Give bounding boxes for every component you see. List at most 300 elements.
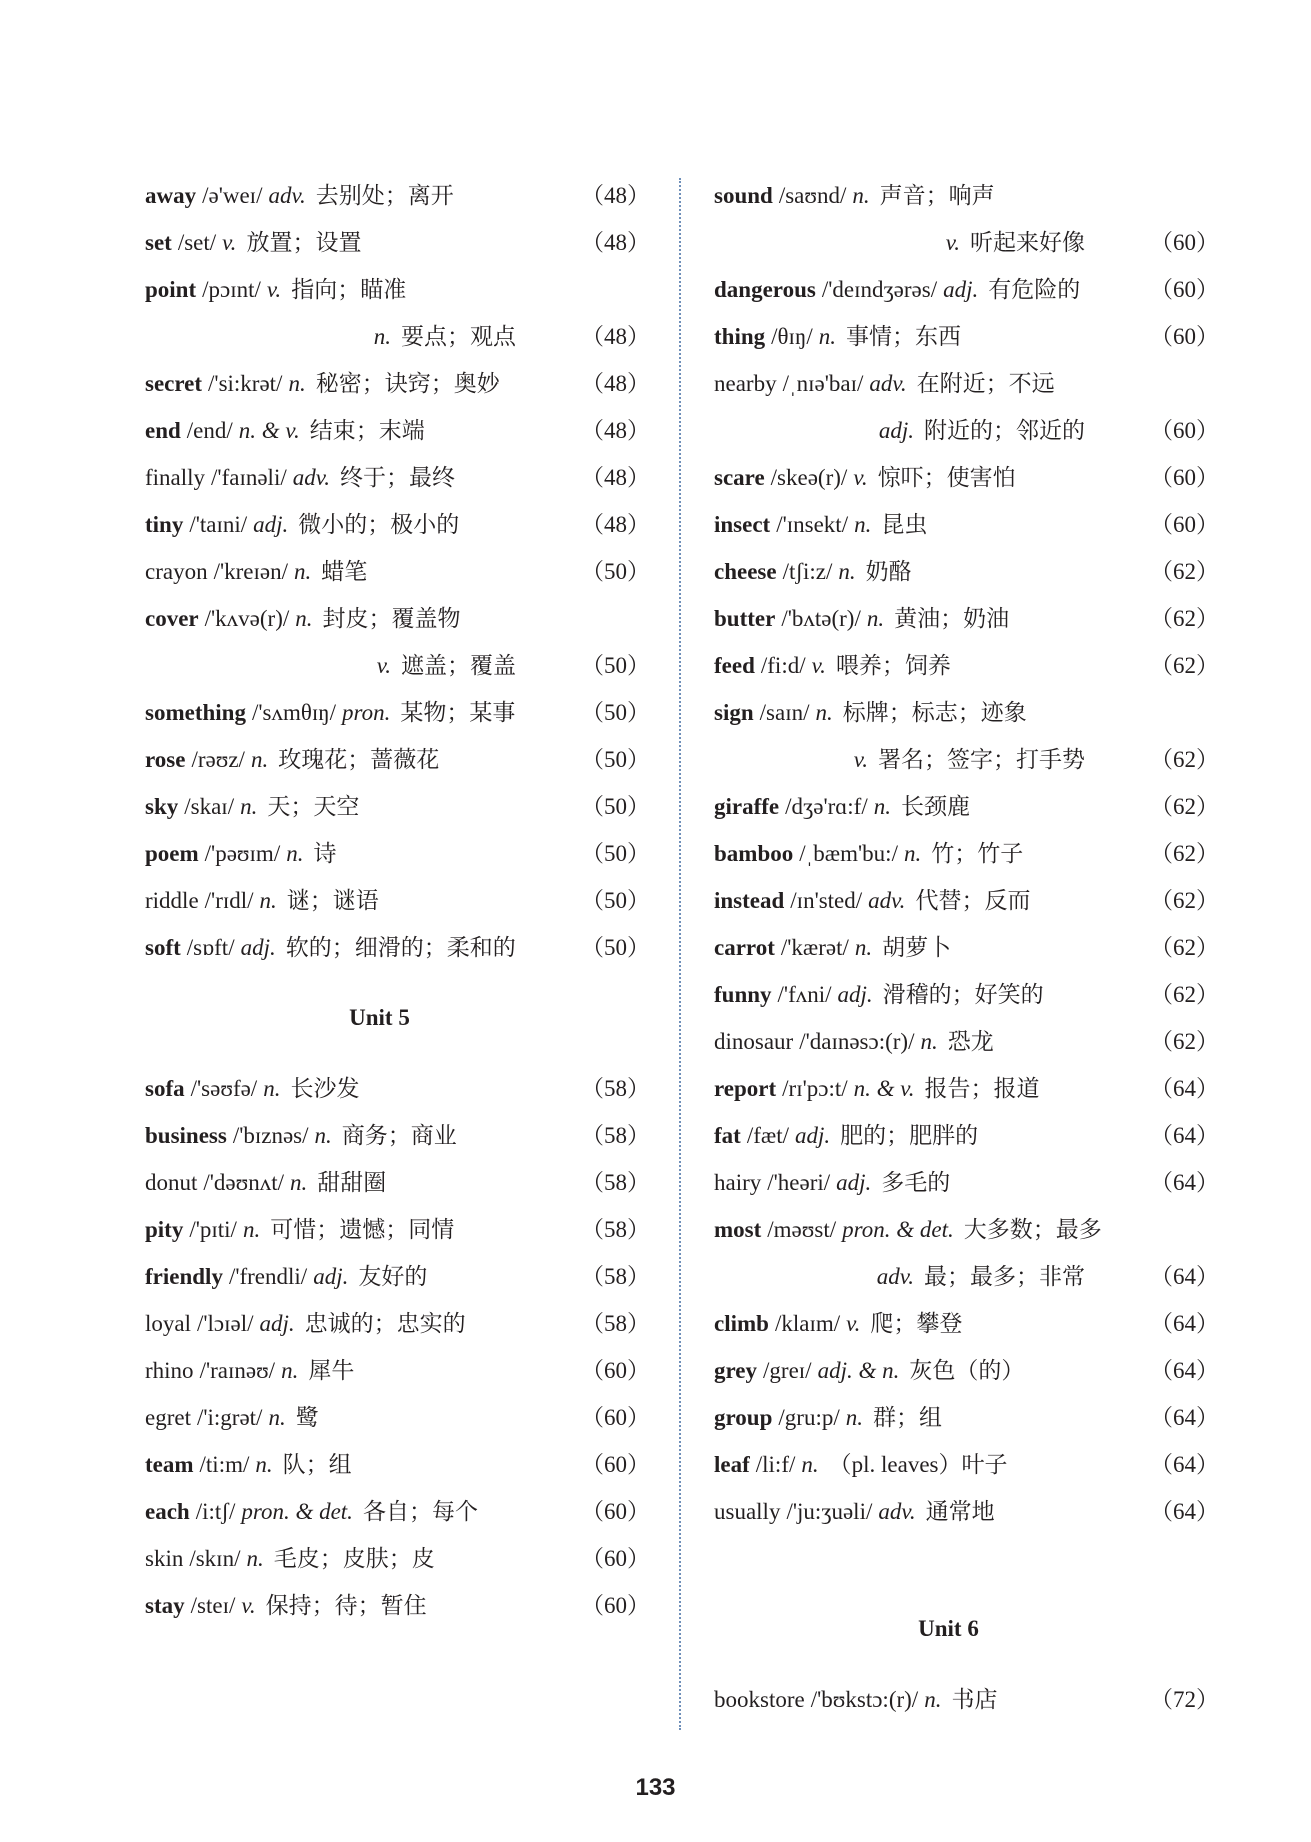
vocab-entry <box>714 313 1219 360</box>
phonetic: /li:f/ <box>755 1452 796 1477</box>
part-of-speech: n. <box>924 1687 942 1712</box>
phonetic: /skɪn/ <box>189 1546 241 1571</box>
phonetic: /'si:krət/ <box>208 371 283 396</box>
vocab-entry <box>145 783 650 830</box>
page-reference: （ 64 ） <box>1139 1065 1219 1112</box>
meaning: 鹭 <box>295 1405 319 1430</box>
page-reference: （ 62 ） <box>1139 877 1219 924</box>
headword: leaf <box>714 1452 750 1477</box>
meaning: 指向；瞄准 <box>291 277 407 302</box>
phonetic: /'kærət/ <box>780 935 849 960</box>
headword: report <box>714 1076 777 1101</box>
part-of-speech: adj. <box>837 982 873 1007</box>
headword: usually <box>714 1499 781 1524</box>
phonetic: /gru:p/ <box>778 1405 840 1430</box>
vocab-entry-continuation <box>714 736 1219 783</box>
headword: butter <box>714 606 776 631</box>
vocab-entry <box>145 924 650 971</box>
vocab-entry <box>145 595 650 642</box>
part-of-speech: v. <box>376 653 391 678</box>
part-of-speech: adj. <box>878 418 914 443</box>
vocab-entry-continuation <box>145 642 650 689</box>
page-reference: （ 60 ） <box>570 1441 650 1488</box>
meaning: 书店 <box>951 1687 998 1712</box>
phonetic: /rɪ'pɔ:t/ <box>782 1076 848 1101</box>
unit-spacer <box>714 1535 1219 1582</box>
meaning: 多毛的 <box>881 1170 951 1195</box>
headword: dangerous <box>714 277 816 302</box>
meaning: 犀牛 <box>308 1358 355 1383</box>
meaning: 放置；设置 <box>246 230 362 255</box>
meaning: 在附近；不远 <box>916 371 1055 396</box>
headword: group <box>714 1405 773 1430</box>
right-column <box>714 172 1219 1723</box>
phonetic: /sɒft/ <box>186 935 235 960</box>
headword: hairy <box>714 1170 762 1195</box>
vocab-entry <box>145 454 650 501</box>
page-reference: （ 50 ） <box>570 877 650 924</box>
page-reference: （ 62 ） <box>1139 783 1219 830</box>
meaning: 软的；细滑的；柔和的 <box>285 935 516 960</box>
phonetic: /dʒə'rɑ:f/ <box>785 794 868 819</box>
headword: away <box>145 183 197 208</box>
vocab-entry <box>145 1347 650 1394</box>
page-reference: （ 64 ） <box>1139 1347 1219 1394</box>
part-of-speech: adv. <box>268 183 306 208</box>
part-of-speech: n. <box>250 747 269 772</box>
left-column <box>145 172 650 1629</box>
vocab-entry <box>714 1065 1219 1112</box>
vocab-entry <box>145 407 650 454</box>
phonetic: /'taɪni/ <box>189 512 248 537</box>
page-reference: （ 50 ） <box>570 783 650 830</box>
vocab-entry <box>145 1300 650 1347</box>
phonetic: /'sʌmθɪŋ/ <box>251 700 337 725</box>
page-reference: （ 62 ） <box>1139 971 1219 1018</box>
headword: rose <box>145 747 186 772</box>
meaning: 滑稽的；好笑的 <box>882 982 1044 1007</box>
meaning: 标牌；标志；迹象 <box>842 700 1027 725</box>
meaning: 事情；东西 <box>845 324 961 349</box>
meaning: 大多数；最多 <box>963 1217 1102 1242</box>
part-of-speech: n. <box>242 1217 261 1242</box>
headword: climb <box>714 1311 769 1336</box>
phonetic: /saʊnd/ <box>778 183 847 208</box>
headword: crayon <box>145 559 208 584</box>
vocab-entry-continuation <box>714 219 1219 266</box>
unit-heading: Unit 5 <box>349 1005 410 1030</box>
page-reference: （ 60 ） <box>570 1347 650 1394</box>
headword: each <box>145 1499 190 1524</box>
vocab-entry-continuation <box>714 1253 1219 1300</box>
part-of-speech: n. & v. <box>853 1076 915 1101</box>
phonetic: /'frendli/ <box>228 1264 308 1289</box>
phonetic: /ˌnɪə'baɪ/ <box>782 371 864 396</box>
vocab-entry <box>714 1488 1219 1535</box>
part-of-speech: n. <box>290 1170 308 1195</box>
part-of-speech: adv. <box>292 465 330 490</box>
phonetic: /'kreɪən/ <box>213 559 288 584</box>
meaning: 长沙发 <box>290 1076 360 1101</box>
meaning: 报告；报道 <box>924 1076 1040 1101</box>
meaning: 保持；待；暂住 <box>265 1593 427 1618</box>
meaning: 甜甜圈 <box>317 1170 387 1195</box>
vocab-entry <box>714 1018 1219 1065</box>
phonetic: /'lɔɪəl/ <box>197 1311 254 1336</box>
headword: funny <box>714 982 772 1007</box>
page-number: 133 <box>635 1774 676 1801</box>
vocab-entry <box>145 1253 650 1300</box>
vocab-entry <box>714 1441 1219 1488</box>
headword: sign <box>714 700 754 725</box>
page-reference: （ 62 ） <box>1139 736 1219 783</box>
headword: insect <box>714 512 771 537</box>
meaning: 附近的；邻近的 <box>924 418 1085 443</box>
page-reference: （ 64 ） <box>1139 1300 1219 1347</box>
page-reference: （ 64 ） <box>1139 1112 1219 1159</box>
headword: sound <box>714 183 773 208</box>
part-of-speech: n. <box>288 371 306 396</box>
meaning: 昆虫 <box>881 512 928 537</box>
phonetic: /rəʊz/ <box>191 747 245 772</box>
headword: something <box>145 700 246 725</box>
page-reference: （ 48 ） <box>570 360 650 407</box>
part-of-speech: n. <box>903 841 922 866</box>
phonetic: /skeə(r)/ <box>770 465 848 490</box>
meaning: 谜；谜语 <box>286 888 379 913</box>
part-of-speech: v. <box>241 1593 256 1618</box>
headword: soft <box>145 935 181 960</box>
page-reference: （ 64 ） <box>1139 1488 1219 1535</box>
part-of-speech: v. <box>945 230 960 255</box>
headword: feed <box>714 653 755 678</box>
phonetic: /'raɪnəʊ/ <box>199 1358 276 1383</box>
page-reference: （ 62 ） <box>1139 924 1219 971</box>
part-of-speech: adv. <box>876 1264 914 1289</box>
headword: finally <box>145 465 206 490</box>
vocab-entry <box>714 877 1219 924</box>
headword: donut <box>145 1170 198 1195</box>
vocab-entry <box>714 454 1219 501</box>
page-reference: （ 48 ） <box>570 407 650 454</box>
vocab-entry <box>714 783 1219 830</box>
page-reference: （ 58 ） <box>570 1112 650 1159</box>
part-of-speech: adj. & n. <box>817 1358 900 1383</box>
phonetic: /'dəʊnʌt/ <box>203 1170 285 1195</box>
vocab-entry <box>145 501 650 548</box>
phonetic: /klaɪm/ <box>774 1311 841 1336</box>
vocab-list <box>714 1676 1219 1723</box>
meaning: 商务；商业 <box>341 1123 457 1148</box>
headword: sky <box>145 794 179 819</box>
headword: egret <box>145 1405 191 1430</box>
headword: point <box>145 277 197 302</box>
vocab-entry <box>714 1676 1219 1723</box>
meaning: 蜡笔 <box>321 559 368 584</box>
vocab-entry <box>714 1159 1219 1206</box>
meaning: 喂养；饲养 <box>835 653 951 678</box>
meaning: 群；组 <box>872 1405 942 1430</box>
page-reference: （ 48 ） <box>570 172 650 219</box>
page-reference: （ 50 ） <box>570 830 650 877</box>
meaning: 有危险的 <box>988 277 1081 302</box>
part-of-speech: n. <box>263 1076 281 1101</box>
vocab-entry <box>145 266 650 313</box>
vocab-entry <box>714 172 1219 219</box>
part-of-speech: adj. <box>795 1123 831 1148</box>
vocab-entry <box>145 360 650 407</box>
part-of-speech: adv. <box>878 1499 916 1524</box>
meaning: 声音；响声 <box>879 183 995 208</box>
vocab-entry-continuation <box>714 407 1219 454</box>
vocab-entry <box>145 172 650 219</box>
headword: sofa <box>145 1076 185 1101</box>
part-of-speech: v. <box>811 653 826 678</box>
meaning: 署名；签字；打手势 <box>878 747 1085 772</box>
page-reference: （ 62 ） <box>1139 1018 1219 1065</box>
part-of-speech: adj. <box>836 1170 872 1195</box>
page-reference: （ 62 ） <box>1139 548 1219 595</box>
part-of-speech: n. & v. <box>238 418 300 443</box>
vocab-entry <box>145 1206 650 1253</box>
page-reference: （ 58 ） <box>570 1159 650 1206</box>
phonetic: /fæt/ <box>746 1123 789 1148</box>
phonetic: /set/ <box>177 230 217 255</box>
phonetic: /ˌbæm'bu:/ <box>799 841 898 866</box>
headword: dinosaur <box>714 1029 794 1054</box>
vocab-entry <box>145 1535 650 1582</box>
part-of-speech: n. <box>268 1405 286 1430</box>
part-of-speech: n. <box>815 700 833 725</box>
phonetic: /'deɪndʒərəs/ <box>821 277 938 302</box>
part-of-speech: pron. <box>342 700 391 725</box>
page-reference: （ 50 ） <box>570 924 650 971</box>
phonetic: /'rɪdl/ <box>204 888 254 913</box>
headword: nearby <box>714 371 777 396</box>
headword: end <box>145 418 181 443</box>
vocab-entry <box>714 360 1219 407</box>
phonetic: /'bʌtə(r)/ <box>781 606 861 631</box>
page-reference: （ 62 ） <box>1139 830 1219 877</box>
meaning: 可惜；遗憾；同情 <box>270 1217 455 1242</box>
headword: stay <box>145 1593 185 1618</box>
page-reference: （ 64 ） <box>1139 1253 1219 1300</box>
page-reference: （ 58 ） <box>570 1300 650 1347</box>
page-reference: （ 50 ） <box>570 689 650 736</box>
headword: grey <box>714 1358 758 1383</box>
vocab-entry <box>714 1300 1219 1347</box>
part-of-speech: n. <box>801 1452 819 1477</box>
part-of-speech: v. <box>222 230 237 255</box>
page-reference: （ 64 ） <box>1139 1441 1219 1488</box>
headword: business <box>145 1123 227 1148</box>
phonetic: /steɪ/ <box>190 1593 236 1618</box>
headword: poem <box>145 841 199 866</box>
part-of-speech: n. <box>281 1358 299 1383</box>
phonetic: /ə'weɪ/ <box>202 183 263 208</box>
meaning: 肥的；肥胖的 <box>840 1123 979 1148</box>
meaning: 爬；攀登 <box>870 1311 963 1336</box>
meaning: 秘密；诀窍；奥妙 <box>315 371 500 396</box>
page-reference: （ 48 ） <box>570 454 650 501</box>
headword: secret <box>145 371 203 396</box>
vocab-entry <box>714 924 1219 971</box>
vocab-entry <box>714 1206 1219 1253</box>
part-of-speech: adj. <box>313 1264 349 1289</box>
part-of-speech: v. <box>853 465 868 490</box>
part-of-speech: n. <box>373 324 391 349</box>
meaning: 黄油；奶油 <box>894 606 1010 631</box>
part-of-speech: pron. & det. <box>842 1217 954 1242</box>
headword: fat <box>714 1123 741 1148</box>
part-of-speech: n. <box>255 1452 273 1477</box>
part-of-speech: v. <box>846 1311 861 1336</box>
page-reference: （ 50 ） <box>570 736 650 783</box>
headword: scare <box>714 465 765 490</box>
page-reference: （ 48 ） <box>570 313 650 360</box>
page-reference: （ 60 ） <box>1139 266 1219 313</box>
headword: bamboo <box>714 841 794 866</box>
vocab-entry <box>714 1394 1219 1441</box>
meaning: 毛皮；皮肤；皮 <box>273 1546 435 1571</box>
part-of-speech: v. <box>266 277 282 302</box>
part-of-speech: n. <box>259 888 277 913</box>
phonetic: /'pəʊɪm/ <box>204 841 281 866</box>
vocab-entry <box>714 595 1219 642</box>
meaning: 奶酪 <box>865 559 912 584</box>
headword: giraffe <box>714 794 780 819</box>
part-of-speech: n. <box>854 512 872 537</box>
meaning: 灰色（的） <box>909 1358 1025 1383</box>
phonetic: /fi:d/ <box>760 653 806 678</box>
vocab-entry <box>145 689 650 736</box>
part-of-speech: n. <box>845 1405 863 1430</box>
meaning: 惊吓；使害怕 <box>877 465 1016 490</box>
vocab-entry <box>145 1159 650 1206</box>
headword: instead <box>714 888 785 913</box>
headword: pity <box>145 1217 184 1242</box>
part-of-speech: n. <box>866 606 885 631</box>
meaning: 某物；某事 <box>400 700 516 725</box>
phonetic: /i:tʃ/ <box>195 1499 236 1524</box>
vocab-entry <box>714 1112 1219 1159</box>
part-of-speech: v. <box>853 747 868 772</box>
part-of-speech: adj. <box>259 1311 295 1336</box>
vocab-entry <box>145 736 650 783</box>
part-of-speech: n. <box>818 324 836 349</box>
column-divider <box>679 178 681 1730</box>
meaning: 微小的；极小的 <box>298 512 460 537</box>
page-reference: （ 64 ） <box>1139 1394 1219 1441</box>
part-of-speech: n. <box>852 183 870 208</box>
phonetic: /skaɪ/ <box>184 794 235 819</box>
vocab-entry <box>714 1347 1219 1394</box>
vocab-entry <box>145 877 650 924</box>
part-of-speech: n. <box>920 1029 938 1054</box>
headword: thing <box>714 324 766 349</box>
phonetic: /'heəri/ <box>767 1170 831 1195</box>
page-reference: （ 60 ） <box>570 1582 650 1629</box>
vocab-entry <box>145 1488 650 1535</box>
vocab-entry <box>714 266 1219 313</box>
phonetic: /'bʊkstɔ:(r)/ <box>810 1687 919 1712</box>
meaning: 胡萝卜 <box>882 935 952 960</box>
headword: riddle <box>145 888 199 913</box>
phonetic: /'daɪnəsɔ:(r)/ <box>799 1029 915 1054</box>
part-of-speech: pron. & det. <box>241 1499 353 1524</box>
meaning: 遮盖；覆盖 <box>401 653 516 678</box>
meaning: 队；组 <box>282 1452 352 1477</box>
meaning: 恐龙 <box>947 1029 994 1054</box>
part-of-speech: n. <box>293 559 312 584</box>
headword: bookstore <box>714 1687 805 1712</box>
page-reference: （ 60 ） <box>1139 454 1219 501</box>
part-of-speech: n. <box>854 935 873 960</box>
page-reference: （ 60 ） <box>1139 219 1219 266</box>
part-of-speech: adv. <box>868 888 906 913</box>
part-of-speech: adj. <box>253 512 289 537</box>
vocab-entry <box>145 1394 650 1441</box>
phonetic: /məʊst/ <box>767 1217 837 1242</box>
meaning: 通常地 <box>925 1499 995 1524</box>
phonetic: /saɪn/ <box>759 700 810 725</box>
headword: team <box>145 1452 194 1477</box>
meaning: 长颈鹿 <box>900 794 970 819</box>
page-reference: （ 50 ） <box>570 642 650 689</box>
page-reference: （ 72 ） <box>1139 1676 1219 1723</box>
headword: friendly <box>145 1264 223 1289</box>
headword: cheese <box>714 559 777 584</box>
meaning: （pl. leaves）叶子 <box>828 1452 1008 1477</box>
phonetic: /'ɪnsekt/ <box>776 512 849 537</box>
page-reference: （ 60 ） <box>570 1394 650 1441</box>
page-reference: （ 58 ） <box>570 1253 650 1300</box>
headword: most <box>714 1217 762 1242</box>
vocab-entry <box>145 219 650 266</box>
page-reference: （ 64 ） <box>1139 1159 1219 1206</box>
page-reference: （ 50 ） <box>570 548 650 595</box>
vocab-entry <box>145 1582 650 1629</box>
vocab-list <box>145 172 650 971</box>
phonetic: /ɪn'sted/ <box>790 888 863 913</box>
part-of-speech: n. <box>295 606 313 631</box>
vocab-entry <box>714 689 1219 736</box>
phonetic: /end/ <box>186 418 233 443</box>
meaning: 天；天空 <box>267 794 360 819</box>
part-of-speech: n. <box>246 1546 264 1571</box>
page-reference: （ 58 ） <box>570 1065 650 1112</box>
phonetic: /tʃi:z/ <box>782 559 833 584</box>
part-of-speech: n. <box>314 1123 332 1148</box>
part-of-speech: adj. <box>943 277 979 302</box>
page-reference: （ 60 ） <box>1139 313 1219 360</box>
page-reference: （ 48 ） <box>570 219 650 266</box>
meaning: 忠诚的；忠实的 <box>304 1311 466 1336</box>
vocab-entry <box>714 971 1219 1018</box>
headword: rhino <box>145 1358 194 1383</box>
meaning: 听起来好像 <box>970 230 1085 255</box>
phonetic: /'faɪnəli/ <box>211 465 287 490</box>
headword: tiny <box>145 512 184 537</box>
part-of-speech: adv. <box>869 371 907 396</box>
vocab-entry <box>714 501 1219 548</box>
phonetic: /greɪ/ <box>763 1358 812 1383</box>
vocab-entry <box>145 548 650 595</box>
phonetic: /'pɪti/ <box>189 1217 237 1242</box>
page-reference: （ 60 ） <box>1139 501 1219 548</box>
part-of-speech: adj. <box>240 935 276 960</box>
phonetic: /'fʌni/ <box>777 982 832 1007</box>
